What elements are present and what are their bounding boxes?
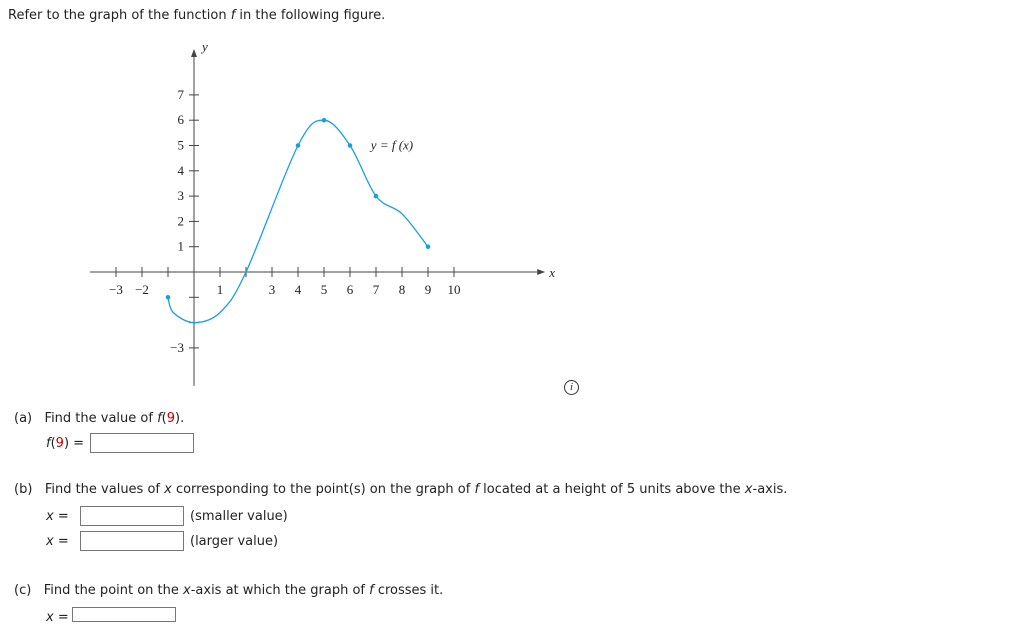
x-tick-label-1: −2 [135, 282, 149, 297]
curve-label: y = f (x) [370, 137, 414, 153]
part-c-row-label: x = [46, 610, 69, 625]
y-tick-label-6: 1 [177, 238, 184, 254]
part-b-question: (b) Find the values of x corresponding to the point(s) on the graph of f located at a height of 5 units above the x-axis. [14, 482, 788, 497]
intro-text: Refer to the graph of the function f in the following figure. [8, 8, 386, 23]
f9-answer-input[interactable] [90, 433, 194, 453]
curve-point-3 [348, 143, 353, 148]
larger-x-input[interactable] [80, 531, 184, 551]
x-tick-label-8: 6 [346, 282, 354, 297]
x-axis-label: x [549, 265, 555, 280]
y-tick-label-9: −3 [170, 339, 184, 355]
y-tick-label-4: 3 [177, 188, 184, 204]
x-tick-label-7: 5 [320, 282, 328, 297]
x-tick-label-10: 8 [398, 282, 406, 297]
curve-point-1 [296, 143, 301, 148]
part-b-row2-label: x = [46, 534, 69, 549]
y-tick-label-3: 4 [177, 162, 184, 178]
info-icon[interactable]: i [564, 380, 579, 395]
x-tick-label-12: 10 [447, 282, 461, 297]
part-a-answer-label: f(9) = [46, 436, 85, 451]
x-tick-label-5: 3 [268, 282, 276, 297]
y-axis-arrow [191, 49, 197, 57]
curve-point-5 [426, 244, 431, 249]
larger-value-note: (larger value) [190, 534, 279, 549]
y-tick-label-5: 2 [177, 213, 184, 229]
x-tick-label-9: 7 [372, 282, 380, 297]
y-tick-label-0: 7 [177, 86, 184, 102]
y-tick-label-2: 5 [177, 137, 184, 153]
curve-point-0 [166, 295, 171, 300]
part-b-row1-label: x = [46, 509, 69, 524]
x-tick-label-3: 1 [216, 282, 224, 297]
curve-point-2 [322, 118, 327, 123]
x-axis-arrow [537, 269, 545, 275]
x-tick-label-11: 9 [424, 282, 432, 297]
y-axis-label: y [202, 38, 208, 54]
part-c-question: (c) Find the point on the x-axis at which the graph of f crosses it. [14, 583, 444, 598]
part-a-question: (a) Find the value of f(9). [14, 411, 185, 426]
curve-point-4 [374, 194, 379, 199]
crossing-x-input[interactable] [72, 607, 176, 622]
smaller-x-input[interactable] [80, 506, 184, 526]
y-tick-label-1: 6 [177, 112, 184, 128]
x-tick-label-0: −3 [109, 282, 123, 297]
smaller-value-note: (smaller value) [190, 509, 288, 524]
x-tick-label-6: 4 [294, 282, 302, 297]
